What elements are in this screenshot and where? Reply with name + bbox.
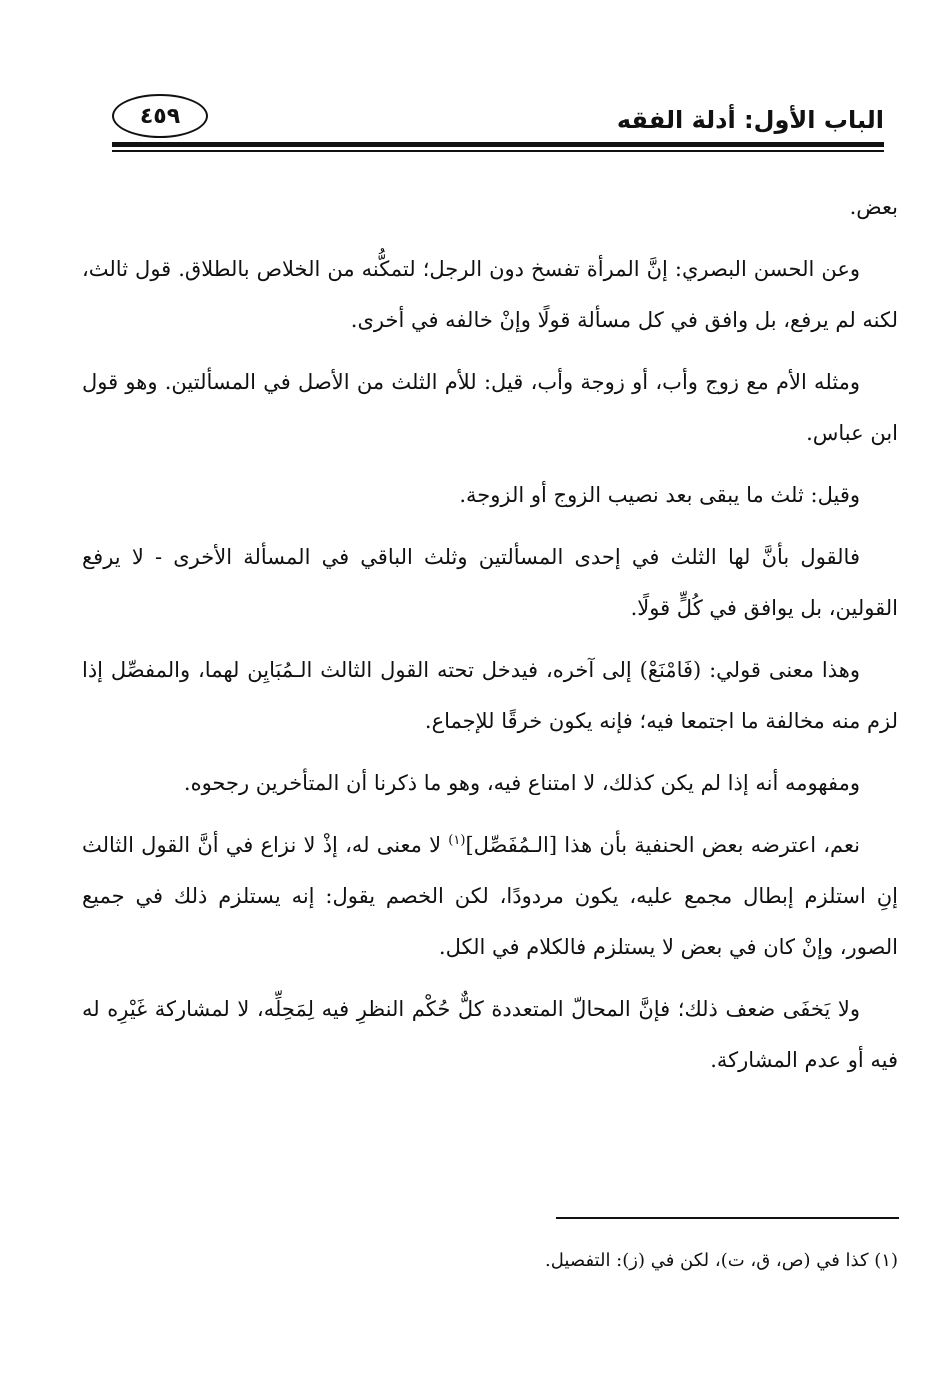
paragraph: وعن الحسن البصري: إنَّ المرأة تفسخ دون الرجل؛ لتمكُّنه من الخلاص بالطلاق. قول ثالث، لكنه لم يرفع، بل وافق في كل مسألة قولًا وإنْ خالفه في أخرى.: [82, 257, 898, 332]
paragraph-with-footnote-ref: [82, 820, 898, 973]
main-text: [82, 182, 898, 1097]
paragraph: فالقول بأنَّ لها الثلث في إحدى المسألتين وثلث الباقي في المسألة الأخرى - لا يرفع القولين، بل يوافق في كُلٍّ قولًا.: [82, 545, 898, 620]
page-number-badge: [112, 94, 208, 138]
footnote-reference[interactable]: (١): [448, 833, 466, 848]
paragraph: ولا يَخفَى ضعف ذلك؛ فإنَّ المحالّ المتعددة كلٌّ حُكْم النظرِ فيه لِمَحِلِّه، لا لمشاركة غَيْرِه له فيه أو عدم المشاركة.: [82, 997, 898, 1072]
page-header: [112, 92, 884, 152]
running-title: الباب الأول: أدلة الفقه: [616, 106, 884, 134]
paragraph-text-before-ref: نعم، اعترضه بعض الحنفية بأن هذا [الـمُفَصِّل]: [465, 833, 861, 857]
header-rule-thick: [112, 142, 884, 147]
header-rule-thin: [112, 150, 884, 152]
page-number: ٤٥٩: [139, 103, 181, 129]
paragraph: وهذا معنى قولي: (فَامْنَعْ) إلى آخره، فيدخل تحته القول الثالث الـمُبَايِن لهما، والمفصِّل إذا لزم منه مخالفة ما اجتمعا فيه؛ فإنه يكون خرقًا للإجماع.: [82, 658, 898, 733]
paragraph: ومفهومه أنه إذا لم يكن كذلك، لا امتناع فيه، وهو ما ذكرنا أن المتأخرين رجحوه.: [183, 771, 860, 795]
footnotes: [82, 1245, 898, 1277]
footnote-separator: [556, 1217, 899, 1219]
paragraph-text-after-ref: لا معنى له، إذْ لا نزاع في أنَّ القول الثالث إنِ استلزم إبطال مجمع عليه، يكون مردودًا، لكن الخصم يقول: إنه يستلزم ذلك في جميع الصور، وإنْ كان في بعض لا يستلزم فالكلام في الكل.: [82, 833, 898, 959]
paragraph: بعض.: [849, 195, 898, 219]
paragraph: وقيل: ثلث ما يبقى بعد نصيب الزوج أو الزوجة.: [459, 483, 860, 507]
footnote-item: (١) كذا في (ص، ق، ت)، لكن في (ز): التفصيل.: [545, 1250, 898, 1271]
paragraph: ومثله الأم مع زوج وأب، أو زوجة وأب، قيل: للأم الثلث من الأصل في المسألتين. وهو قول ابن عباس.: [82, 370, 898, 445]
